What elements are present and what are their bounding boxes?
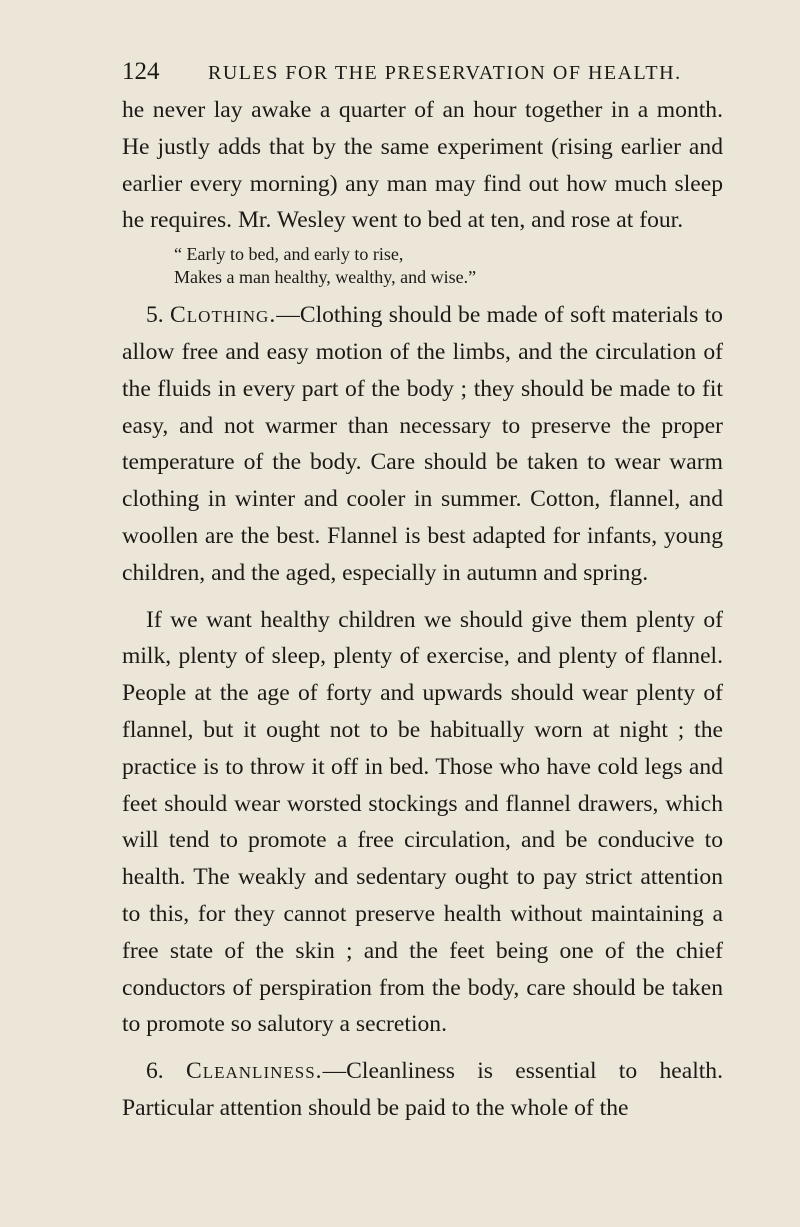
running-title: RULES FOR THE PRESERVATION OF HEALTH. — [208, 62, 682, 84]
section-number-5: 5. — [146, 302, 164, 329]
page-number: 124 — [122, 58, 160, 85]
paragraph-cleanliness — [122, 1053, 723, 1127]
proverb-quote — [122, 243, 723, 289]
page-body — [122, 92, 723, 1127]
clothing-text: —Clothing should be made of soft materials to allow free and easy motion of the limbs, and the circulation of the fluids in every part of the body ; they should be made to fit easy, and not warmer than necessary to preserve the proper temperature of the body. Care should be taken to wear warm clothing in winter and cooler in summer. Cotton, flannel, and woollen are the best. Flannel is best adapted for infants, young children, and the aged, especially in autumn and spring. — [122, 302, 723, 586]
section-heading-clothing: Clothing. — [170, 302, 277, 329]
paragraph-wesley: he never lay awake a quarter of an hour together in a month. He justly adds that by the same experiment (rising earlier and earlier every morning) any man may find out how much sleep he requires. Mr. Wesley went to bed at ten, and rose at four. — [122, 97, 723, 234]
paragraph-healthy-children: If we want healthy children we should give them plenty of milk, plenty of sleep, plenty of exercise, and plenty of flannel. People at the age of forty and upwards should wear plenty of flannel, but it ought not to be habitually worn at night ; the practice is to throw it off in bed. Those who have cold legs and feet should wear worsted stockings and flannel drawers, which will tend to promote a free circulation, and be conducive to health. The weakly and sedentary ought to pay strict attention to this, for they cannot preserve health without maintaining a free state of the skin ; and the feet being one of the chief conductors of perspiration from the body, care should be taken to promote so salutory a secretion. — [122, 606, 723, 1038]
quote-line-2: Makes a man healthy, wealthy, and wise.” — [174, 267, 477, 288]
paragraph-clothing — [122, 297, 723, 591]
section-number-6: 6. — [146, 1058, 164, 1085]
quote-line-1: “ Early to bed, and early to rise, — [174, 244, 404, 265]
cleanliness-text: —Cleanliness is essential to health. Particular attention should be paid to the whole of the — [122, 1058, 723, 1121]
section-heading-cleanliness: Cleanliness. — [186, 1058, 323, 1085]
